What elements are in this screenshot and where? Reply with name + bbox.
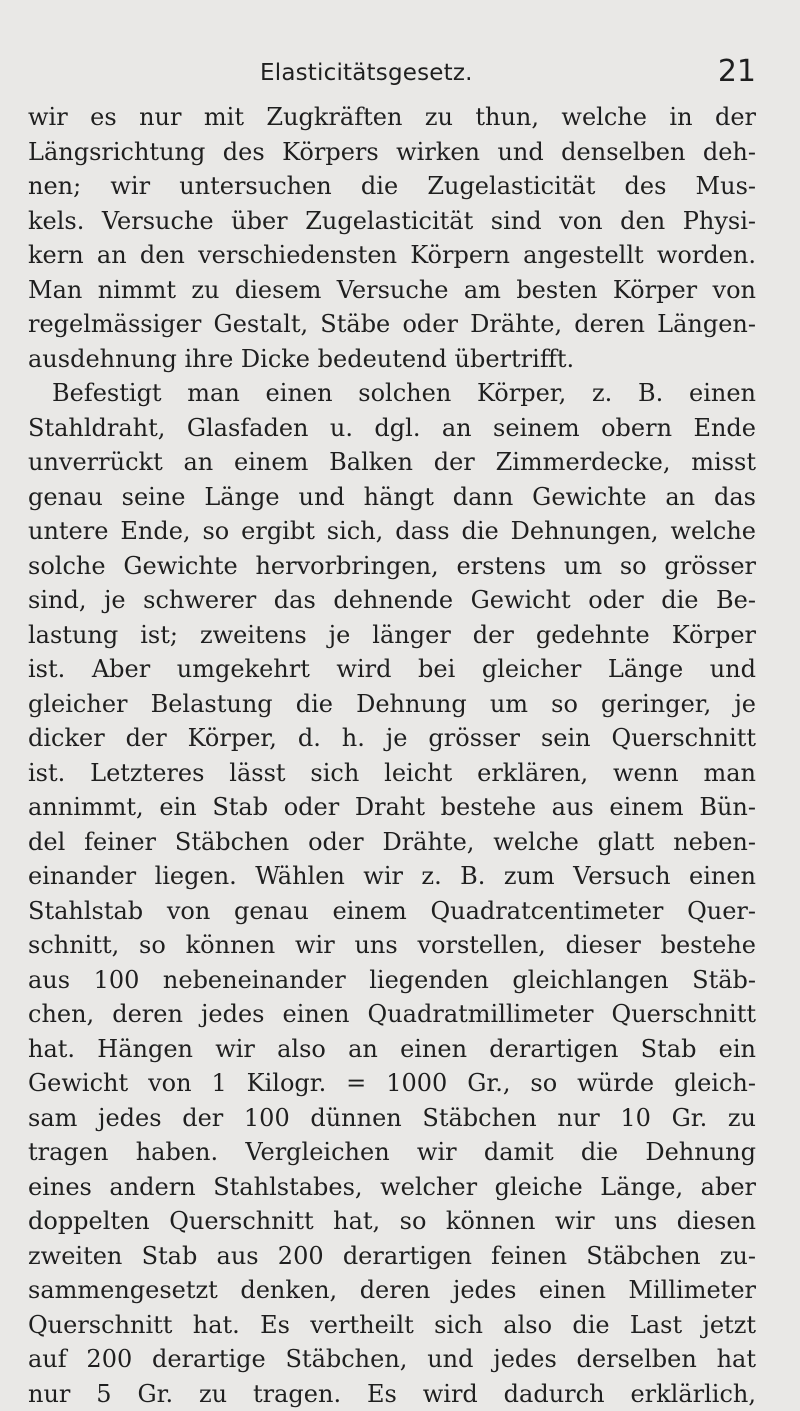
text-line: hat. Hängen wir also an einen derartigen Stab ein	[28, 1032, 756, 1067]
body-text	[28, 100, 756, 1411]
text-line: dicker der Körper, d. h. je grösser sein Querschnitt	[28, 721, 756, 756]
page-number: 21	[718, 54, 756, 89]
text-line: solche Gewichte hervorbringen, erstens um so grösser	[28, 549, 756, 584]
text-line: regelmässiger Gestalt, Stäbe oder Drähte, deren Längen-	[28, 307, 756, 342]
text-line: wir es nur mit Zugkräften zu thun, welche in der	[28, 100, 756, 135]
text-line: zweiten Stab aus 200 derartigen feinen Stäbchen zu-	[28, 1239, 756, 1274]
text-line: lastung ist; zweitens je länger der gedehnte Körper	[28, 618, 756, 653]
text-line: eines andern Stahlstabes, welcher gleiche Länge, aber	[28, 1170, 756, 1205]
text-line: doppelten Querschnitt hat, so können wir uns diesen	[28, 1204, 756, 1239]
text-line: ist. Letzteres lässt sich leicht erklären, wenn man	[28, 756, 756, 791]
text-line: del feiner Stäbchen oder Drähte, welche glatt neben-	[28, 825, 756, 860]
text-line: sam jedes der 100 dünnen Stäbchen nur 10 Gr. zu	[28, 1101, 756, 1136]
text-line: Befestigt man einen solchen Körper, z. B. einen	[28, 376, 756, 411]
text-line: sammengesetzt denken, deren jedes einen Millimeter	[28, 1273, 756, 1308]
text-line: einander liegen. Wählen wir z. B. zum Versuch einen	[28, 859, 756, 894]
text-line: Querschnitt hat. Es vertheilt sich also die Last jetzt	[28, 1308, 756, 1343]
text-line: ausdehnung ihre Dicke bedeutend übertrifft.	[28, 342, 756, 377]
text-line: kern an den verschiedensten Körpern angestellt worden.	[28, 238, 756, 273]
text-line: Längsrichtung des Körpers wirken und denselben deh-	[28, 135, 756, 170]
text-line: untere Ende, so ergibt sich, dass die Dehnungen, welche	[28, 514, 756, 549]
text-line: gleicher Belastung die Dehnung um so geringer, je	[28, 687, 756, 722]
page-header	[28, 54, 756, 100]
text-line: sind, je schwerer das dehnende Gewicht oder die Be-	[28, 583, 756, 618]
text-line: tragen haben. Vergleichen wir damit die Dehnung	[28, 1135, 756, 1170]
running-head: Elasticitätsgesetz.	[260, 60, 473, 86]
text-line: Stahlstab von genau einem Quadratcentimeter Quer-	[28, 894, 756, 929]
text-line: auf 200 derartige Stäbchen, und jedes derselben hat	[28, 1342, 756, 1377]
text-line: nur 5 Gr. zu tragen. Es wird dadurch erklärlich,	[28, 1377, 756, 1411]
text-line: kels. Versuche über Zugelasticität sind von den Physi-	[28, 204, 756, 239]
text-line: genau seine Länge und hängt dann Gewichte an das	[28, 480, 756, 515]
text-line: ist. Aber umgekehrt wird bei gleicher Länge und	[28, 652, 756, 687]
text-line: Gewicht von 1 Kilogr. = 1000 Gr., so würde gleich-	[28, 1066, 756, 1101]
text-line: annimmt, ein Stab oder Draht bestehe aus einem Bün-	[28, 790, 756, 825]
text-line: schnitt, so können wir uns vorstellen, dieser bestehe	[28, 928, 756, 963]
text-line: unverrückt an einem Balken der Zimmerdecke, misst	[28, 445, 756, 480]
text-line: Stahldraht, Glasfaden u. dgl. an seinem obern Ende	[28, 411, 756, 446]
text-line: Man nimmt zu diesem Versuche am besten Körper von	[28, 273, 756, 308]
text-line: nen; wir untersuchen die Zugelasticität des Mus-	[28, 169, 756, 204]
text-line: aus 100 nebeneinander liegenden gleichlangen Stäb-	[28, 963, 756, 998]
text-line: chen, deren jedes einen Quadratmillimeter Querschnitt	[28, 997, 756, 1032]
